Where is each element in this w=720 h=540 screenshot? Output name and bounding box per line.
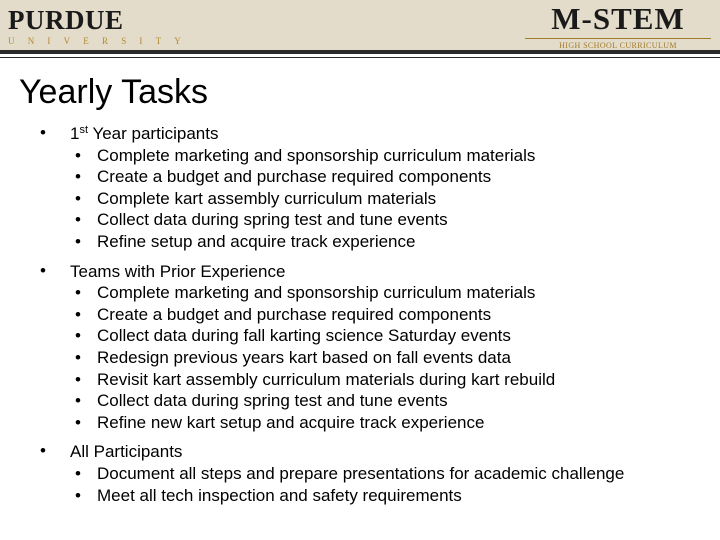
bullet-marker: •: [40, 260, 46, 280]
list-item-text: Create a budget and purchase required components: [97, 167, 492, 187]
bullet-marker: •: [75, 347, 81, 367]
list-item: [0, 145, 720, 167]
header-divider-thin: [0, 57, 720, 58]
section-heading: All Participants: [70, 442, 183, 462]
heading-superscript: st: [79, 124, 89, 136]
bullet-marker: •: [75, 391, 81, 411]
bullet-marker: •: [75, 167, 81, 187]
mstem-logo: [525, 3, 711, 50]
bullet-marker: •: [75, 283, 81, 303]
logo-rule: [525, 38, 711, 39]
heading-number: 1: [70, 124, 80, 143]
list-item: [0, 412, 720, 434]
list-item: [0, 282, 720, 304]
section-prior-experience: [0, 261, 720, 434]
bullet-marker: •: [75, 188, 81, 208]
mstem-wordmark: M-STEM: [551, 1, 685, 36]
list-item: [0, 304, 720, 326]
curriculum-wordmark: HIGH SCHOOL CURRICULUM: [559, 41, 677, 50]
list-item-text: Complete marketing and sponsorship curriculum materials: [97, 283, 536, 303]
list-item: [0, 369, 720, 391]
header-divider: [0, 50, 720, 54]
bullet-marker: •: [40, 123, 46, 142]
list-item: [0, 485, 720, 507]
list-item-text: Collect data during spring test and tune events: [97, 210, 448, 230]
bullet-marker: •: [40, 441, 46, 461]
bullet-marker: •: [75, 463, 81, 483]
purdue-logo: [8, 6, 194, 46]
section-all-participants: [0, 441, 720, 506]
page-title: Yearly Tasks: [19, 73, 208, 111]
list-item-text: Refine new kart setup and acquire track experience: [97, 412, 485, 432]
university-wordmark: UNIVERSITY: [8, 36, 194, 46]
list-item-text: Collect data during fall karting science Saturday events: [97, 326, 511, 346]
header-banner: [0, 0, 720, 50]
list-item: [0, 166, 720, 188]
list-item-text: Complete marketing and sponsorship curriculum materials: [97, 145, 536, 165]
list-item-text: Meet all tech inspection and safety requirements: [97, 485, 462, 505]
list-item: [0, 463, 720, 485]
bullet-marker: •: [75, 412, 81, 432]
bullet-marker: •: [75, 210, 81, 230]
section-heading: Teams with Prior Experience: [70, 261, 286, 281]
list-item-text: Create a budget and purchase required components: [97, 304, 492, 324]
bullet-marker: •: [75, 304, 81, 324]
heading-text: Year participants: [88, 124, 219, 143]
section-heading: [0, 123, 720, 145]
list-item: [0, 325, 720, 347]
list-item: [0, 390, 720, 412]
bullet-marker: •: [75, 231, 81, 251]
bullet-marker: •: [75, 369, 81, 389]
bullet-marker: •: [75, 485, 81, 505]
list-item-text: Refine setup and acquire track experience: [97, 231, 416, 251]
list-item-text: Document all steps and prepare presentations for academic challenge: [97, 463, 625, 483]
list-item: [0, 188, 720, 210]
list-item: [0, 231, 720, 253]
bullet-marker: •: [75, 145, 81, 165]
list-item: [0, 347, 720, 369]
list-item-text: Collect data during spring test and tune events: [97, 391, 448, 411]
list-item-text: Redesign previous years kart based on fall events data: [97, 347, 511, 367]
list-item: [0, 209, 720, 231]
section-first-year: [0, 123, 720, 253]
purdue-wordmark: PURDUE: [8, 5, 124, 35]
list-item-text: Complete kart assembly curriculum materials: [97, 188, 437, 208]
list-item-text: Revisit kart assembly curriculum materials during kart rebuild: [97, 369, 556, 389]
bullet-marker: •: [75, 326, 81, 346]
bullet-list: [0, 123, 720, 506]
